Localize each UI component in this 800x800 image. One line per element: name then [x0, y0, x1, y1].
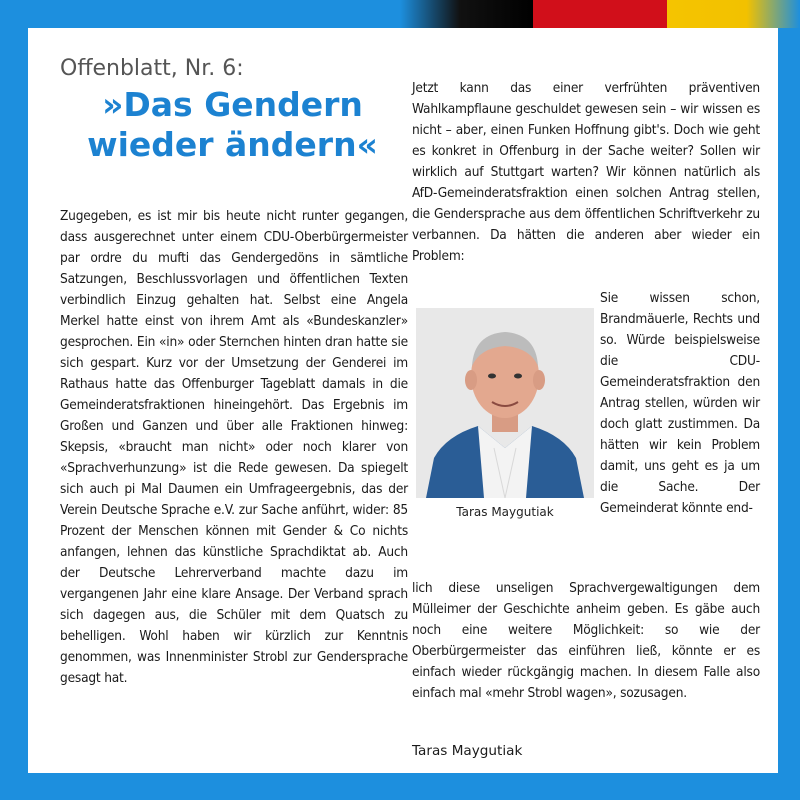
- german-flag-strip: [400, 0, 800, 28]
- article-headline: [60, 85, 405, 165]
- article-body-left: Zugegeben, es ist mir bis heute nicht runter gegangen, dass ausgerechnet unter einem CDU-Oberbürgermeister par ordre du mufti das Gendergedöns in sämtliche Satzungen, Beschlussvorlagen und öffentlichen Texten verbindlich Einzug gehalten hat. Selbst eine Angela Merkel hatte einst von ihrem Amt als «Bundeskanzler» gesprochen. Ein «in» oder Sternchen hinten dran hatte sie sich gespart. Kurz vor der Umsetzung der Genderei im Rathaus hatte das Offenburger Tageblatt damals in die Gemeinderatsfraktionen hineingehört. Das Ergebnis im Großen und Ganzen und über alle Fraktionen hinweg: Skepsis, «braucht man nicht» oder noch klarer von «Sprachverhunzung» ist die Rede gewesen. Da spiegelt sich auch pi Mal Daumen ein Umfrageergebnis, das der Verein Deutsche Sprache e.V. zur Sache anführt, wider: 85 Prozent der Menschen können mit Gender & Co nichts anfangen, lehnen das künstliche Sprachdiktat ab. Auch der Deutsche Lehrerverband machte dazu im vergangenen Jahr eine klare Ansage. Der Verband sprach sich dagegen aus, die Schüler mit dem Quatsch zu behelligen. Wohl haben wir kürzlich zur Kenntnis genommen, was Innenminister Strobl zur Gendersprache gesagt hat.: [60, 208, 408, 686]
- author-signature: Taras Maygutiak: [412, 743, 523, 759]
- headline-line-1: »Das Gendern: [102, 85, 363, 124]
- author-photo: [416, 308, 594, 498]
- author-photo-block: [416, 308, 594, 553]
- article-body-right-bottom: lich diese unseligen Sprachvergewaltigungen dem Mülleimer der Geschichte anheim geben. Es gäbe auch noch eine weitere Möglichkeit: so wie der Oberbürgermeister das einführen ließ, könnte er es einfach wieder rückgängig machen. In diesem Falle also einfach mal «mehr Strobl wagen», sozusagen.: [412, 580, 760, 701]
- article-kicker: Offenblatt, Nr. 6:: [60, 56, 244, 81]
- flag-black-stripe: [400, 0, 533, 28]
- headline-line-2: wieder ändern«: [87, 125, 378, 164]
- flag-gold-stripe: [667, 0, 800, 28]
- flag-red-stripe: [533, 0, 666, 28]
- photo-caption: Taras Maygutiak: [456, 505, 554, 519]
- article-body-right-wrap: Sie wissen schon, Brandmäuerle, Rechts und so. Würde beispielsweise die CDU-Gemeinderatsfraktion den Antrag stellen, würden wir doch glatt zustimmen. Da hätten wir kein Problem damit, uns geht es ja um die Sache. Der Gemeinderat könnte end-: [600, 290, 760, 516]
- article-body-right-top: Jetzt kann das einer verfrühten präventiven Wahlkampflaune geschuldet gewesen sein – wir wissen es nicht – aber, einen Funken Hoffnung gibt's. Doch wie geht es konkret in Offenburg in der Sache weiter? Sollen wir wirklich auf Stuttgart warten? Wir können natürlich als AfD-Gemeinderatsfraktion einen solchen Antrag stellen, die Gendersprache aus dem öffentlichen Schriftverkehr zu verbannen. Da hätten die anderen aber wieder ein Problem:: [412, 80, 760, 264]
- header-block: [60, 56, 418, 165]
- portrait-image: [416, 308, 594, 498]
- article-card: [28, 28, 778, 773]
